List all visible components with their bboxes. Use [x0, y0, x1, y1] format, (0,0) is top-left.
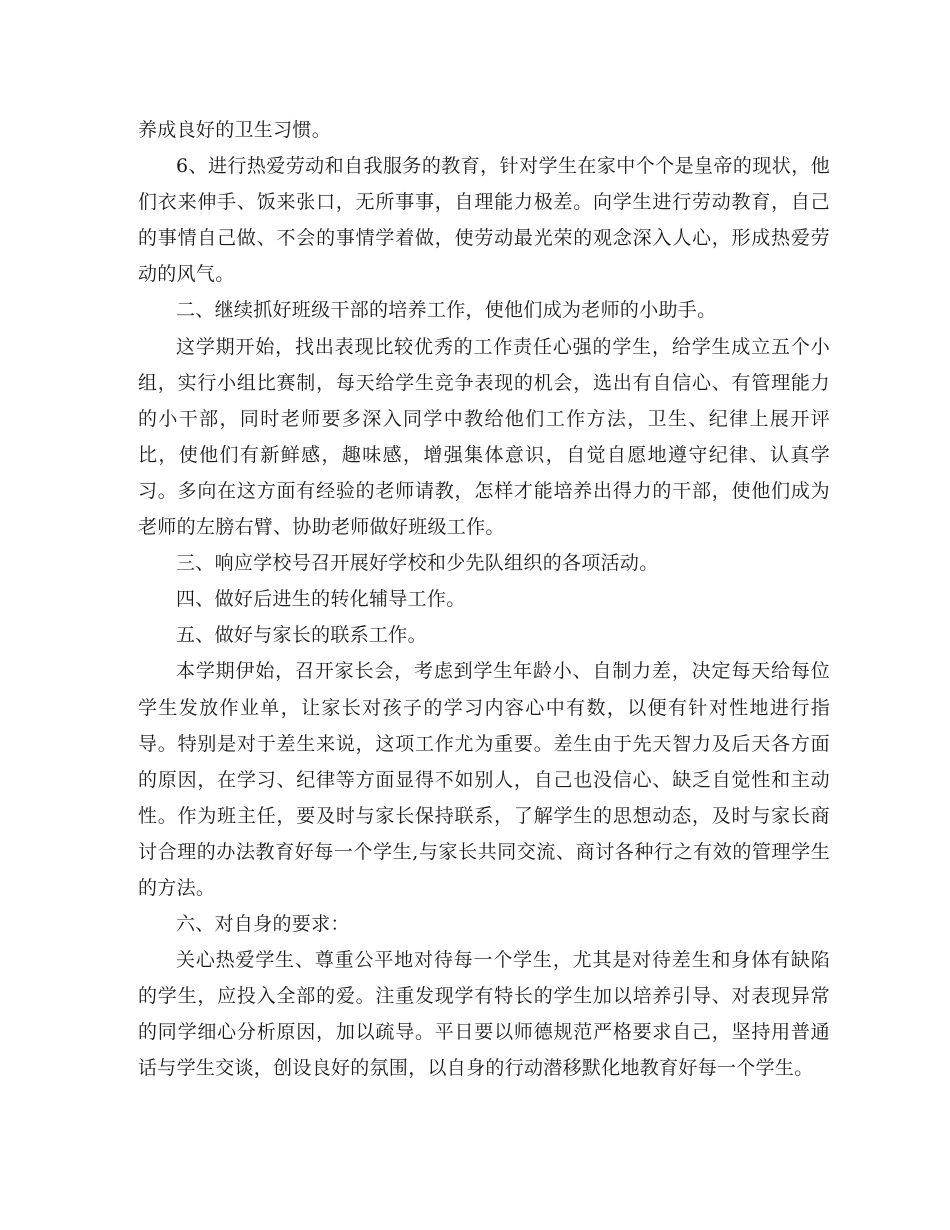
heading-school-activities: 三、响应学校号召开展好学校和少先队组织的各项活动。: [176, 552, 659, 575]
heading-self-requirements: 六、对自身的要求：: [176, 913, 350, 936]
heading-underachievers: 四、做好后进生的转化辅导工作。: [176, 588, 466, 611]
heading-parent-contact: 五、做好与家长的联系工作。: [176, 624, 427, 647]
paragraph-class-cadres: 这学期开始，找出表现比较优秀的工作责任心强的学生，给学生成立五个小组，实行小组比赛制，每天给学生竞争表现的机会，选出有自信心、有管理能力的小干部，同时老师要多深入同学中教给他们工作方法，卫生、纪律上展开评比，使他们有新鲜感，趣味感，增强集体意识，自觉自愿地遵守纪律、认真学习。多向在这方面有经验的老师请教，怎样才能培养出得力的干部，使他们成为老师的左膀右臂、协助老师做好班级工作。: [138, 335, 830, 539]
paragraph-continuation: 养成良好的卫生习惯。: [138, 119, 332, 141]
document-body: [138, 112, 830, 1087]
paragraph-self-requirements: 关心热爱学生、尊重公平地对待每一个学生，尤其是对待差生和身体有缺陷的学生，应投入全部的爱。注重发现学有特长的学生加以培养引导、对表现异常的同学细心分析原因，加以疏导。平日要以师德规范严格要求自己，坚持用普通话与学生交谈，创设良好的氛围，以自身的行动潜移默化地教育好每一个学生。: [138, 949, 830, 1080]
heading-class-cadres: 二、继续抓好班级干部的培养工作，使他们成为老师的小助手。: [176, 299, 717, 322]
paragraph-labor-education: 6、进行热爱劳动和自我服务的教育，针对学生在家中个个是皇帝的现状，他们衣来伸手、饭来张口，无所事事，自理能力极差。向学生进行劳动教育，自己的事情自己做、不会的事情学着做，使劳动最光荣的观念深入人心，形成热爱劳动的风气。: [138, 155, 830, 286]
paragraph-parent-contact: 本学期伊始，召开家长会，考虑到学生年龄小、自制力差，决定每天给每位学生发放作业单，让家长对孩子的学习内容心中有数，以便有针对性地进行指导。特别是对于差生来说，这项工作尤为重要。差生由于先天智力及后天各方面的原因，在学习、纪律等方面显得不如别人，自己也没信心、缺乏自觉性和主动性。作为班主任，要及时与家长保持联系，了解学生的思想动态，及时与家长商讨合理的办法教育好每一个学生,与家长共同交流、商讨各种行之有效的管理学生的方法。: [138, 660, 830, 899]
